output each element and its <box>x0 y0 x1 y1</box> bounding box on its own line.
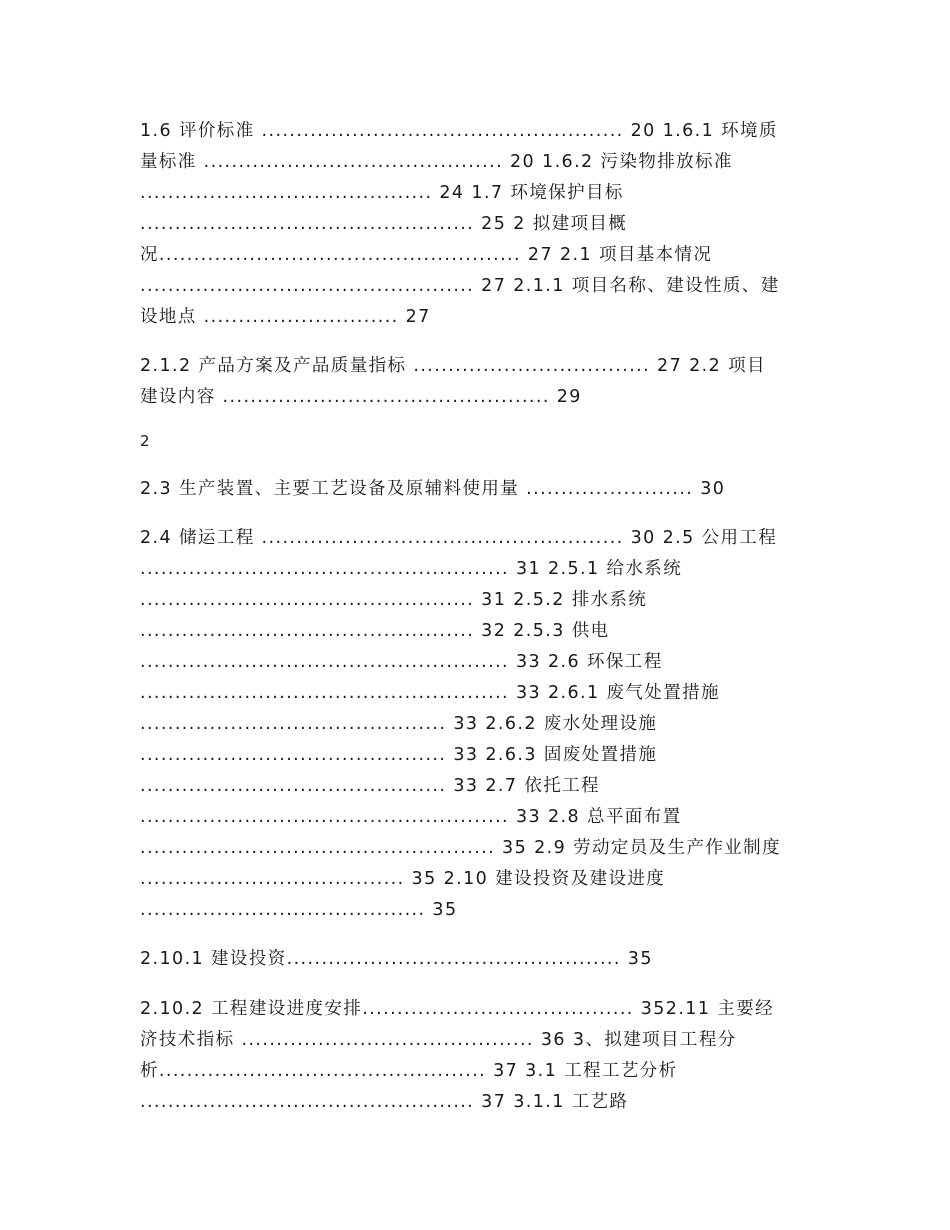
toc-line: ............................................ 33 2.7 依托工程 <box>140 776 600 796</box>
toc-line: ................................................ 32 2.5.3 供电 <box>140 621 610 641</box>
toc-line: ..................................................... 33 2.8 总平面布置 <box>140 807 682 827</box>
toc-line: 2.10.1 建设投资................................................ 35 <box>140 949 653 969</box>
toc-block-2 <box>140 351 812 413</box>
toc-line: 1.6 评价标准 .................................................... 20 1.6.1 环境质 <box>140 121 778 141</box>
toc-line: 设地点 ............................ 27 <box>140 307 431 327</box>
toc-block-3 <box>140 474 812 505</box>
toc-line: 建设内容 ............................................... 29 <box>140 387 582 407</box>
toc-line: ............................................ 33 2.6.2 废水处理设施 <box>140 714 658 734</box>
toc-line: 2.3 生产装置、主要工艺设备及原辅料使用量 ........................ 30 <box>140 479 726 499</box>
toc-line: ..................................................... 31 2.5.1 给水系统 <box>140 559 683 579</box>
toc-line: ................................................ 31 2.5.2 排水系统 <box>140 590 648 610</box>
toc-block-4 <box>140 523 812 926</box>
toc-line: ............................................ 33 2.6.3 固废处置措施 <box>140 745 658 765</box>
toc-line: ................................................ 37 3.1.1 工艺路 <box>140 1092 629 1112</box>
toc-line: 济技术指标 .......................................... 36 3、拟建项目工程分 <box>140 1030 737 1050</box>
toc-line: ................................................ 27 2.1.1 项目名称、建设性质、建 <box>140 276 780 296</box>
page-number: 2 <box>140 432 150 450</box>
toc-line: ......................................... 35 <box>140 900 458 920</box>
toc-line: ................................................ 25 2 拟建项目概 <box>140 214 628 234</box>
toc-line: ...................................... 35 2.10 建设投资及建设进度 <box>140 869 666 889</box>
toc-line: 2.4 储运工程 .................................................... 30 2.5 公用工程 <box>140 528 778 548</box>
toc-line: ..................................................... 33 2.6.1 废气处置措施 <box>140 683 720 703</box>
toc-line: 析............................................... 37 3.1 工程工艺分析 <box>140 1061 678 1081</box>
toc-line: 况.................................................... 27 2.1 项目基本情况 <box>140 245 713 265</box>
toc-block-1 <box>140 116 812 333</box>
toc-line: 2.10.2 工程建设进度安排....................................... 352.11 主要经 <box>140 999 775 1019</box>
toc-line: 2.1.2 产品方案及产品质量指标 .................................. 27 2.2 项目 <box>140 356 766 376</box>
toc-line: ..................................................... 33 2.6 环保工程 <box>140 652 663 672</box>
toc-block-5 <box>140 944 812 975</box>
toc-line: .......................................... 24 1.7 环境保护目标 <box>140 183 624 203</box>
toc-line: ................................................... 35 2.9 劳动定员及生产作业制度 <box>140 838 781 858</box>
toc-block-6 <box>140 994 812 1118</box>
toc-line: 量标准 ........................................... 20 1.6.2 污染物排放标准 <box>140 152 733 172</box>
